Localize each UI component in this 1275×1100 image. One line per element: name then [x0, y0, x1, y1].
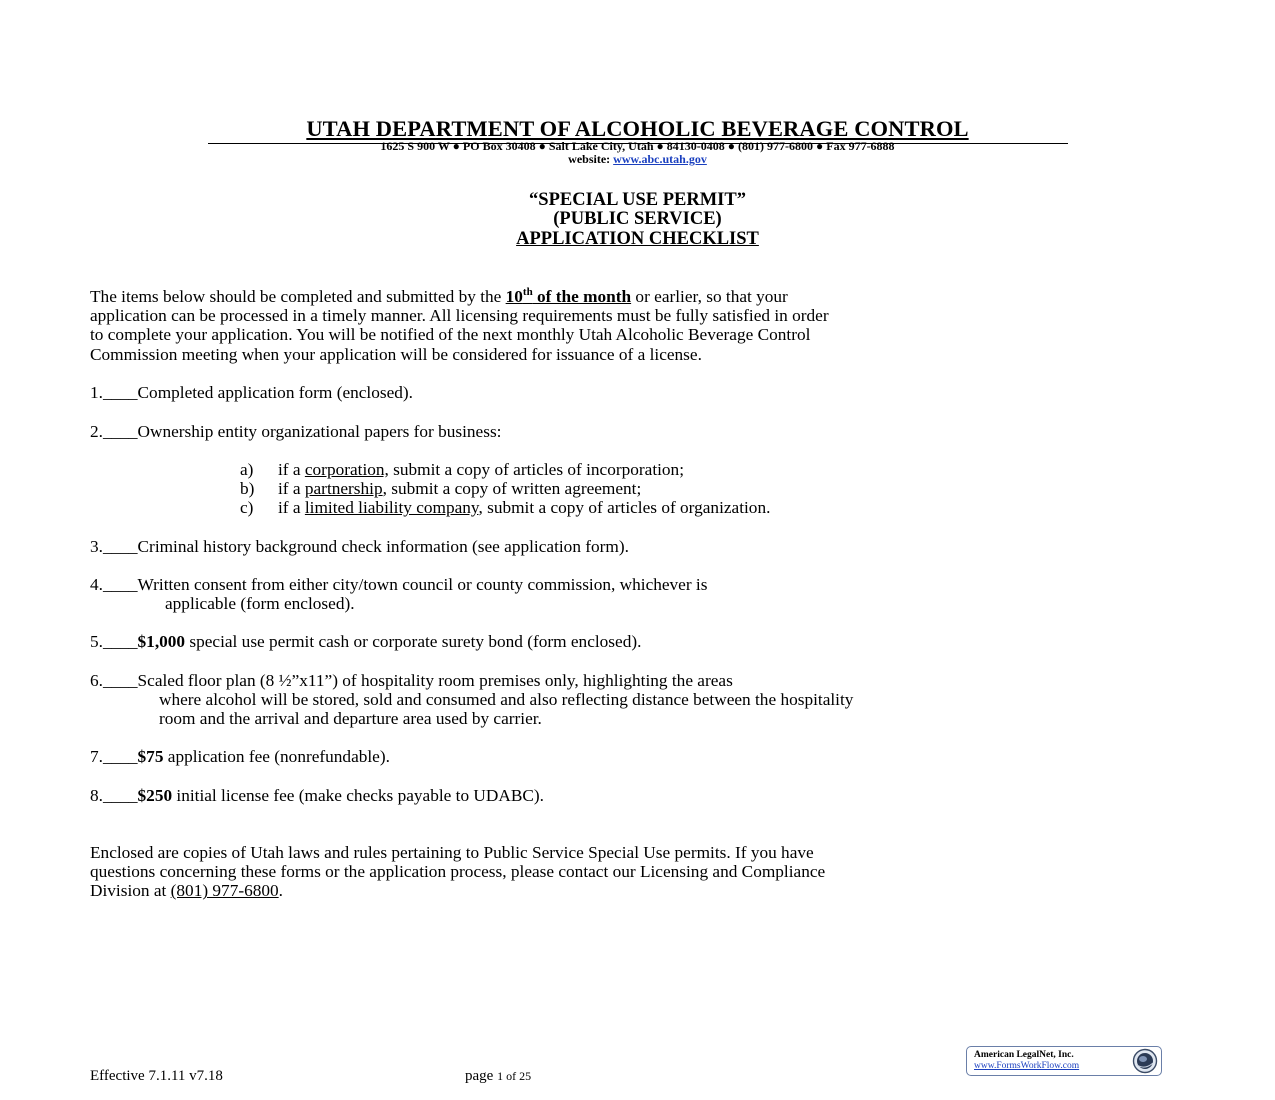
agency-name: UTAH DEPARTMENT OF ALCOHOLIC BEVERAGE CONTROL: [306, 116, 969, 141]
checklist-item-7: 7.____$75 application fee (nonrefundable).: [90, 747, 390, 766]
title-line-3: [0, 229, 1275, 250]
checklist-item-3: 3.____Criminal history background check information (see application form).: [90, 537, 629, 556]
licensing-phone: (801) 977-6800: [170, 881, 279, 901]
checklist-item-6: 6.____Scaled floor plan (8 ½”x11”) of hospitality room premises only, highlighting the areas where alcohol will be stored, sold and consumed and also reflecting distance between the hospitality room and the arrival and departure area used by carrier.: [90, 671, 854, 729]
agency-address: 1625 S 900 W ● PO Box 30408 ● Salt Lake City, Utah ● 84130-0408 ● (801) 977-6800 ● Fax 977-6888: [380, 139, 895, 153]
title-line-1: “SPECIAL USE PERMIT”: [529, 190, 746, 210]
intro-line-1: The items below should be completed and submitted by the 10th of the month or earlier, so that your: [90, 286, 788, 306]
checklist-item-1: 1.____Completed application form (enclosed).: [90, 383, 413, 402]
checklist-title: APPLICATION CHECKLIST: [516, 229, 759, 249]
globe-logo-icon: [1132, 1048, 1158, 1074]
intro-line-4: Commission meeting when your application will be considered for issuance of a license.: [90, 344, 702, 364]
effective-date: Effective 7.1.11 v7.18: [90, 1068, 223, 1084]
forms-workflow-badge[interactable]: [966, 1046, 1162, 1076]
sub-item-b: b) if a partnership, submit a copy of written agreement;: [240, 479, 642, 498]
website-label: website:: [568, 152, 611, 166]
intro-line-3: to complete your application. You will be notified of the next monthly Utah Alcoholic Beverage Control: [90, 325, 811, 345]
badge-url[interactable]: www.FormsWorkFlow.com: [974, 1061, 1080, 1071]
sub-item-c: c) if a limited liability company, submit a copy of articles of organization.: [240, 498, 771, 517]
page-number: page 1 of 25: [465, 1068, 532, 1084]
intro-paragraph: [90, 287, 1180, 364]
website-line: [0, 152, 1275, 167]
checklist-item-5: 5.____$1,000 special use permit cash or corporate surety bond (form enclosed).: [90, 632, 642, 651]
title-line-2: (PUBLIC SERVICE): [553, 209, 722, 229]
sub-item-a: a) if a corporation, submit a copy of articles of incorporation;: [240, 460, 684, 479]
website-link[interactable]: www.abc.utah.gov: [613, 152, 707, 166]
checklist-item-2: 2.____Ownership entity organizational papers for business:: [90, 422, 502, 441]
closing-paragraph: Enclosed are copies of Utah laws and rules pertaining to Public Service Special Use permits. If you have questions concerning these forms or the application process, please contact our Licensing and Compliance Division at (801) 977-6800.: [90, 843, 826, 901]
badge-company: American LegalNet, Inc.: [974, 1050, 1074, 1060]
intro-line-2: application can be processed in a timely manner. All licensing requirements must be fully satisfied in order: [90, 306, 829, 326]
checklist-item-8: 8.____$250 initial license fee (make checks payable to UDABC).: [90, 786, 544, 805]
checklist-item-4: 4.____Written consent from either city/town council or county commission, whichever is applicable (form enclosed).: [90, 575, 708, 614]
